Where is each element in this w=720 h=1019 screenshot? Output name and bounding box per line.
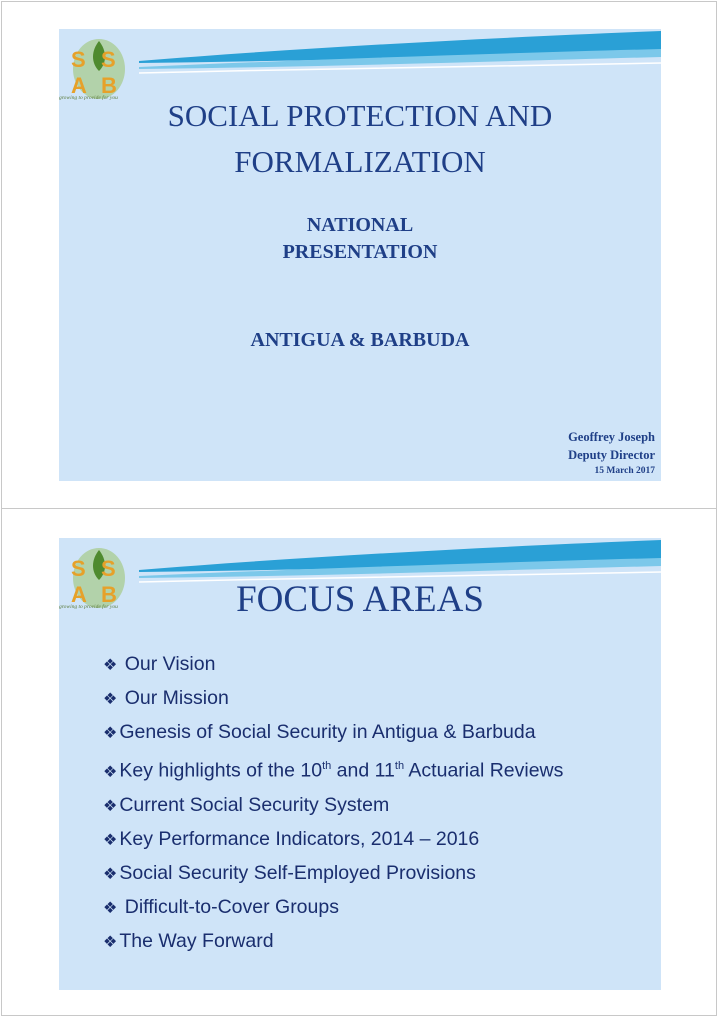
presenter-role: Deputy Director	[568, 448, 655, 462]
page-divider	[1, 508, 717, 509]
svg-text:S: S	[71, 556, 86, 581]
svg-text:B: B	[101, 582, 117, 607]
slide-focus-areas	[59, 538, 661, 990]
list-item: ❖ Key highlights of the 10th and 11th Actuarial Reviews	[103, 759, 564, 782]
country-name: ANTIGUA & BARBUDA	[250, 329, 470, 351]
presenter-name: Geoffrey Joseph	[568, 430, 655, 444]
svg-text:A: A	[71, 582, 87, 607]
list-item: ❖ Our Mission	[103, 687, 229, 709]
svg-text:S: S	[101, 556, 116, 581]
diamond-bullet-icon: ❖	[103, 691, 118, 708]
focus-areas-list	[103, 648, 563, 959]
subtitle-line-2: PRESENTATION	[282, 241, 438, 263]
diamond-bullet-icon: ❖	[103, 865, 118, 883]
list-item: ❖ Our Vision	[103, 653, 216, 675]
list-item: ❖ Key Performance Indicators, 2014 – 2016	[103, 827, 480, 850]
svg-text:A: A	[71, 73, 87, 98]
ssab-logo-icon	[61, 37, 139, 101]
diamond-bullet-icon: ❖	[103, 657, 118, 674]
diamond-bullet-icon: ❖	[103, 899, 118, 917]
list-item: ❖ Difficult-to-Cover Groups	[103, 895, 339, 918]
diamond-bullet-icon: ❖	[103, 763, 118, 781]
svg-text:B: B	[101, 73, 117, 98]
presenter-block	[568, 428, 655, 478]
svg-text:S: S	[71, 47, 86, 72]
list-item: ❖ Current Social Security System	[103, 793, 390, 816]
subtitle	[59, 212, 661, 266]
diamond-bullet-icon: ❖	[103, 797, 118, 815]
subtitle-line-1: NATIONAL	[306, 214, 414, 236]
svg-text:S: S	[101, 47, 116, 72]
diamond-bullet-icon: ❖	[103, 933, 118, 951]
logo-tagline: growing to provide for you	[59, 604, 118, 610]
logo-tagline: growing to provide for you	[59, 95, 118, 101]
title-line-2: FORMALIZATION	[234, 144, 486, 179]
list-item: ❖ The Way Forward	[103, 929, 274, 952]
focus-areas-title: FOCUS AREAS	[236, 579, 484, 620]
diamond-bullet-icon: ❖	[103, 725, 118, 742]
list-item: ❖ Social Security Self-Employed Provisions	[103, 861, 476, 884]
diamond-bullet-icon: ❖	[103, 831, 118, 849]
list-item: ❖ Genesis of Social Security in Antigua & Barbuda	[103, 721, 536, 743]
presentation-date: 15 March 2017	[594, 466, 655, 476]
header-swoosh	[59, 29, 661, 89]
title-line-1: SOCIAL PROTECTION AND	[167, 98, 553, 133]
slide-title	[59, 29, 661, 481]
slide-title-heading	[59, 93, 661, 185]
